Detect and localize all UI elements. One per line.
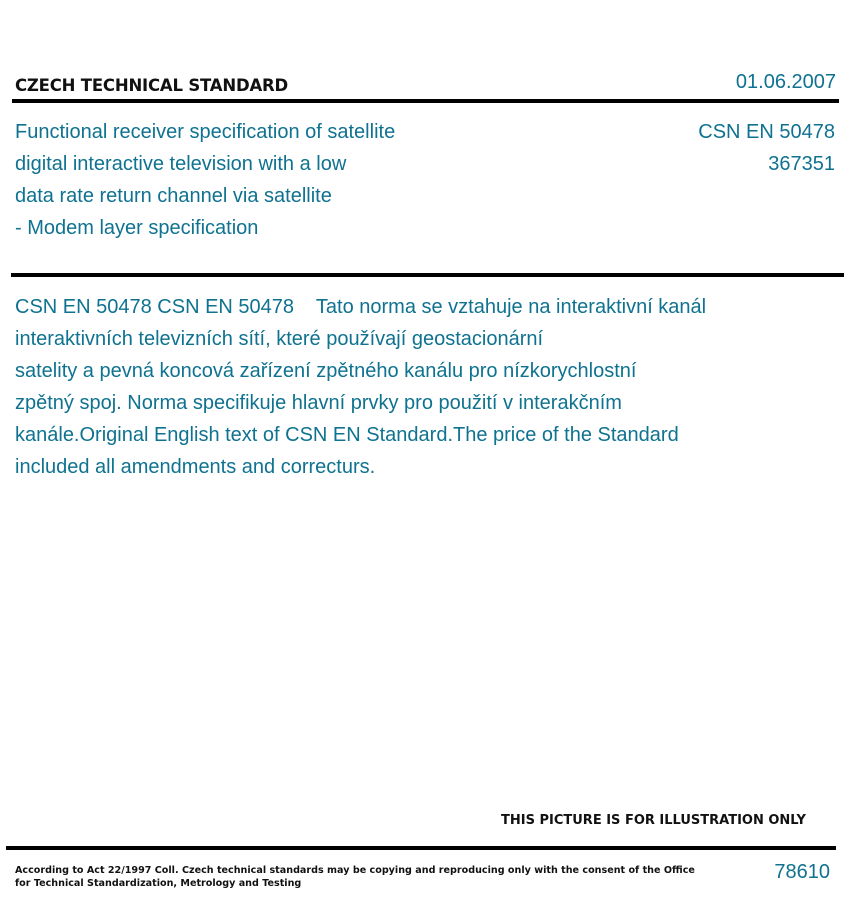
description-line: satelity a pevná koncová zařízení zpětného kanálu pro nízkorychlostní xyxy=(15,360,637,382)
catalog-number: 78610 xyxy=(774,861,830,883)
description-line: kanále.Original English text of CSN EN Standard.The price of the Standard xyxy=(15,424,679,446)
description-line: zpětný spoj. Norma specifikuje hlavní prvky pro použití v interakčním xyxy=(15,392,622,414)
copyright-line: According to Act 22/1997 Coll. Czech technical standards may be copying and reproducing only with the consent of the Office xyxy=(15,865,695,876)
standard-description xyxy=(15,291,815,483)
standard-type-label: CZECH TECHNICAL STANDARD xyxy=(15,76,289,95)
illustration-disclaimer: THIS PICTURE IS FOR ILLUSTRATION ONLY xyxy=(501,813,806,828)
copyright-notice xyxy=(15,864,695,890)
class-number: 367351 xyxy=(768,153,835,175)
standard-identifiers xyxy=(698,116,835,180)
standard-code: CSN EN 50478 xyxy=(698,121,835,143)
title-line: digital interactive television with a low xyxy=(15,153,347,175)
copyright-line: for Technical Standardization, Metrology and Testing xyxy=(15,878,302,889)
description-line: CSN EN 50478 CSN EN 50478 Tato norma se vztahuje na interaktivní kanál xyxy=(15,296,707,318)
footer-divider xyxy=(6,846,836,850)
title-line: Functional receiver specification of satellite xyxy=(15,121,396,143)
standard-title xyxy=(15,116,395,244)
description-line: interaktivních televizních sítí, které používají geostacionární xyxy=(15,328,544,350)
title-line: data rate return channel via satellite xyxy=(15,185,332,207)
header-divider xyxy=(12,99,839,103)
section-divider xyxy=(11,273,844,277)
description-line: included all amendments and correcturs. xyxy=(15,456,376,478)
publication-date: 01.06.2007 xyxy=(735,71,836,93)
title-line: - Modem layer specification xyxy=(15,217,259,239)
